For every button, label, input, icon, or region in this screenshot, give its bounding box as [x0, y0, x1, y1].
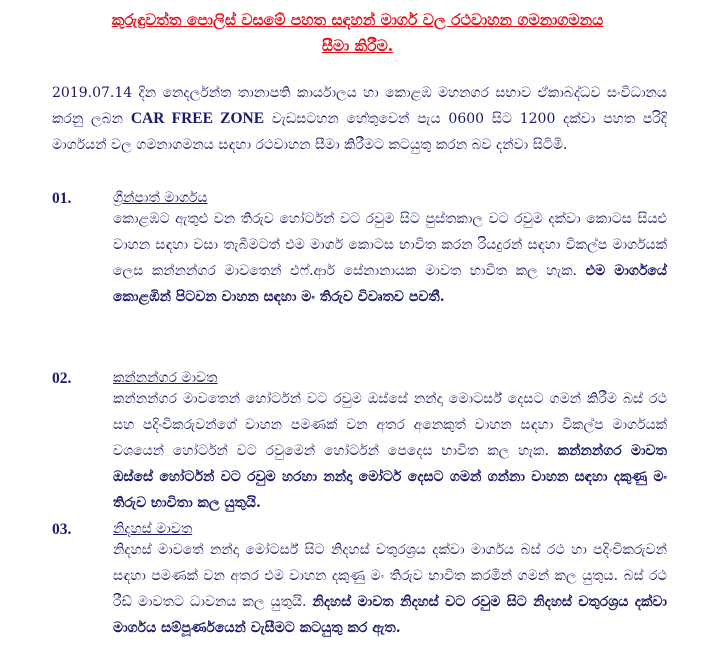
section-1-bold-text: එම මාර්ගයේ කොළඹින් පිටවන වාහන සඳහා මං තිරුව විවෘතව පවතී. [113, 263, 667, 305]
section-2-bold-text: කන්නන්ගර මාවත ඔස්සේ හෝර්ටන් වට රවුම හරහා නන්දා මෝටර් දෙසට ගමන් ගන්නා වාහන සඳහා දකුණු මං තිරුව භාවිතා කල යුතුයි. [113, 443, 667, 511]
section-2-number: 02. [52, 370, 72, 387]
intro-text-end: වැඩසටහන හේතුවෙන් පැය 0600 සිට 1200 දක්වා පහත පරිදි මාර්ගයන් වල ගමනාගමනය සඳහා රථවාහන සීමා කිරීමට කටයුතු කරන බව දන්වා සිටිමි. [52, 111, 667, 153]
page-title-line-2: සීමා කිරීම. [321, 36, 394, 55]
section-1-body [113, 206, 667, 310]
section-1-heading: ග්‍රීන්පාත් මාර්ගය [113, 190, 208, 206]
section-2-heading: කන්නන්ගර මාවත [113, 370, 218, 386]
section-3-text: නිදහස් මාවතේ නන්දා මෝටර්ස් සිට නිදහස් චතුරශ්‍රය දක්වා මාර්ගය බස් රථ හා පදිංචිකරුවන් සඳහා පමණක් වන අතර එම වාහන දකුණු මං තිරුව භාවිත කරමින් ගමන් කල යුතුය. බස් රථ රීඩ් මාවතට ධාවනය කල යුතුයි. [113, 542, 667, 610]
section-3-heading: නිදහස් මාවත [113, 521, 193, 537]
section-3-bold-text: නිදහස් මාවත නිදහස් වට රවුම සිට නිදහස් චතුරශ්‍රය දක්වා මාර්ගය සම්පූර්ණයෙන් වැසීමට කටයුතු කර ඇත. [113, 594, 667, 636]
section-2-text: කන්නන්ගර මාවතෙන් හෝර්ටන් වට රවුම ඔස්සේ නන්දා මොටර්ස් දෙසට ගමන් කිරීම බස් රථ සහ පදිංචිකරුවන්ගේ වාහන පමණක් වන අතර අනෙකුත් වාහන සඳහා විකල්ප මාර්ගයක් වශයෙන් හෝර්ටන් වට රවුමෙන් හෝර්ටන් පෙදෙස භාවිත කල හැක. [113, 391, 667, 459]
section-1-text: කොළඹට ඇතුළු වන තිරුව හෝර්ටන් වට රවුම සිට පුස්තකාල වට රවුම දක්වා කොටස සියළු වාහන සඳහා වසා තැබීමටත් එම මාර්ග කොටස භාවිත කරන රියදුරන් සඳහා විකල්ප මාර්ගයක් ලෙස කන්නන්ගර මාවතෙන් එෆ්.ආර් සේනානායක මාවත භාවිත කල හැක. [113, 211, 667, 279]
section-3-number: 03. [52, 521, 72, 538]
intro-text-start: 2019.07.14 දින නෙදර්ලන්ත තානාපති කාර්යාලය හා කොළඹ මහනගර සභාව ඒකාබද්ධව සංවිධානය කරනු ලබන [52, 85, 667, 127]
intro-highlight: CAR FREE ZONE [130, 110, 265, 127]
section-1-number: 01. [52, 190, 72, 207]
intro-paragraph [52, 80, 667, 158]
section-2-body [113, 386, 667, 516]
section-3-body [113, 537, 667, 641]
page-title-line-1: කුරුඳුවත්ත පොලිස් වසමේ පහත සඳහන් මාර්ග වල රථවාහන ගමනාගමනය [111, 10, 604, 29]
